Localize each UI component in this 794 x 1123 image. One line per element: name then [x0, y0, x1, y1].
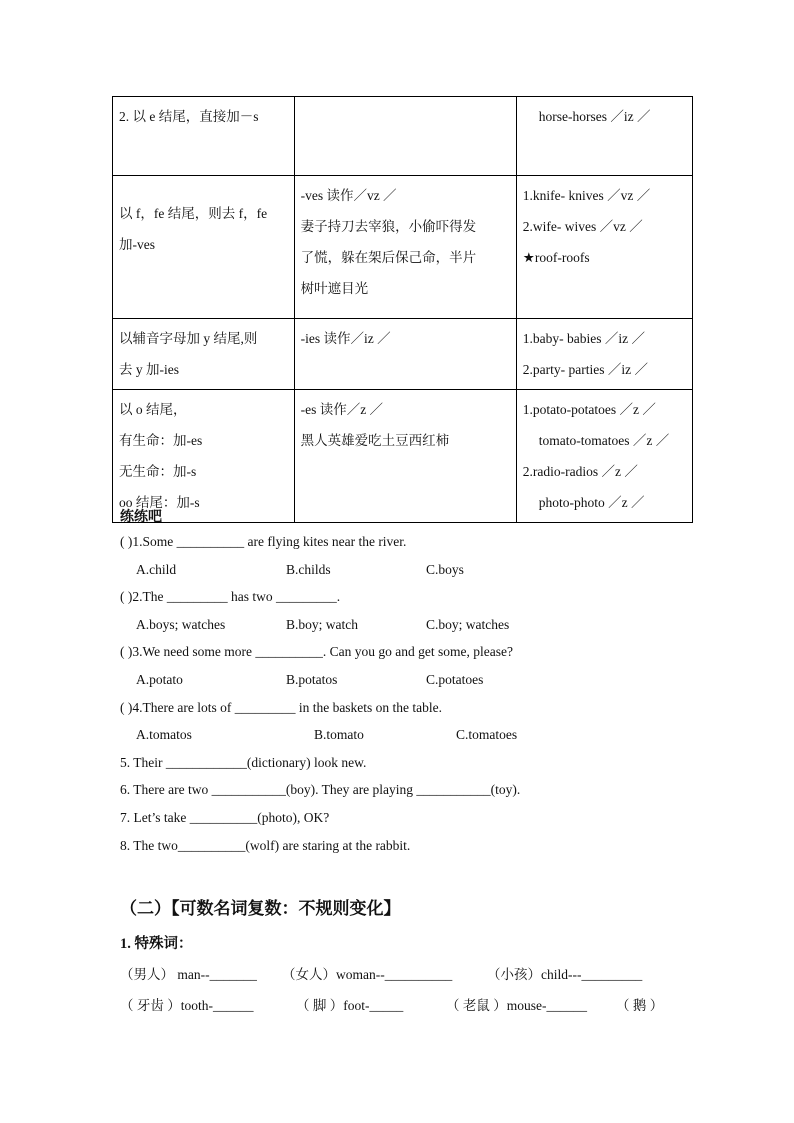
question-4: ( )4.There are lots of _________ in the baskets on the table. — [120, 699, 443, 715]
subsection-title: 1. 特殊词： — [120, 936, 193, 952]
table-row — [113, 97, 693, 176]
question-2: ( )2.The _________ has two _________. — [120, 589, 341, 605]
question-8: 8. The two__________(wolf) are staring at the rabbit. — [120, 837, 411, 853]
examples-cell: 1.potato-potatoes ／z ／ tomato-tomatoes ／z ／ 2.radio-radios ／z ／ photo-photo ／z ／ — [516, 390, 692, 523]
reading-cell — [294, 97, 516, 176]
practice-heading: 练练吧 — [120, 510, 162, 525]
item-foot: （ 脚 ）foot-_____ — [296, 998, 404, 1013]
question-1-options — [120, 556, 720, 584]
item-woman: （女人）woman--__________ — [282, 967, 453, 982]
item-goose: （ 鹅 ） — [616, 998, 664, 1013]
rule-cell: 以辅音字母加 y 结尾,则 去 y 加-ies — [113, 319, 295, 390]
option-c: C.boys — [426, 561, 464, 577]
item-tooth: （ 牙齿 ）tooth-______ — [120, 998, 254, 1013]
examples-cell: 1.baby- babies ／iz ／ 2.party- parties ／iz ／ — [516, 319, 692, 390]
examples-cell: horse-horses ／iz ／ — [516, 97, 692, 176]
item-mouse: （ 老鼠 ）mouse-______ — [446, 998, 587, 1013]
table-row — [113, 319, 693, 390]
item-man: （男人） man--_______ — [120, 967, 257, 982]
item-child: （小孩）child---_________ — [487, 967, 643, 982]
table-row — [113, 176, 693, 319]
irregular-line-1 — [120, 964, 642, 986]
table-row — [113, 390, 693, 523]
irregular-line-2 — [120, 995, 663, 1017]
option-b: B.boy; watch — [286, 616, 358, 632]
option-a: A.boys; watches — [136, 616, 226, 632]
option-a: A.child — [136, 561, 177, 577]
option-c: C.boy; watches — [426, 616, 510, 632]
rule-cell: 以 f，fe 结尾，则去 f，fe 加-ves — [113, 176, 295, 319]
option-a: A.tomatos — [136, 727, 192, 743]
plural-rules-table — [112, 96, 693, 523]
examples-cell: 1.knife- knives ／vz ／ 2.wife- wives ／vz ／ ★roof-roofs — [516, 176, 692, 319]
option-b: B.potatos — [286, 671, 338, 687]
reading-cell: -es 读作／z ／ 黑人英雄爱吃土豆西红柿 — [294, 390, 516, 523]
option-b: B.tomato — [314, 727, 364, 743]
reading-cell: -ies 读作／iz ／ — [294, 319, 516, 390]
rule-cell: 2. 以 e 结尾，直接加－s — [113, 97, 295, 176]
question-7: 7. Let’s take __________(photo), OK? — [120, 809, 330, 825]
question-5: 5. Their ____________(dictionary) look new. — [120, 754, 367, 770]
question-4-options — [120, 721, 720, 749]
practice-section — [120, 508, 720, 859]
reading-cell: -ves 读作／vz ／ 妻子持刀去宰狼，小偷吓得发 了慌，躲在架后保己命，半片 树叶遮目光 — [294, 176, 516, 319]
question-3: ( )3.We need some more __________. Can you go and get some, please? — [120, 644, 513, 660]
question-1: ( )1.Some __________ are flying kites near the river. — [120, 534, 407, 549]
option-c: C.tomatoes — [456, 727, 518, 743]
question-2-options — [120, 611, 720, 639]
question-3-options — [120, 666, 720, 694]
option-c: C.potatoes — [426, 671, 484, 687]
option-a: A.potato — [136, 671, 183, 687]
rule-cell: 以 o 结尾， 有生命：加-es 无生命：加-s oo 结尾：加-s — [113, 390, 295, 523]
question-6: 6. There are two ___________(boy). They are playing ___________(toy). — [120, 782, 521, 798]
option-b: B.childs — [286, 561, 331, 577]
section-title: （二）【可数名词复数：不规则变化】 — [120, 899, 401, 918]
